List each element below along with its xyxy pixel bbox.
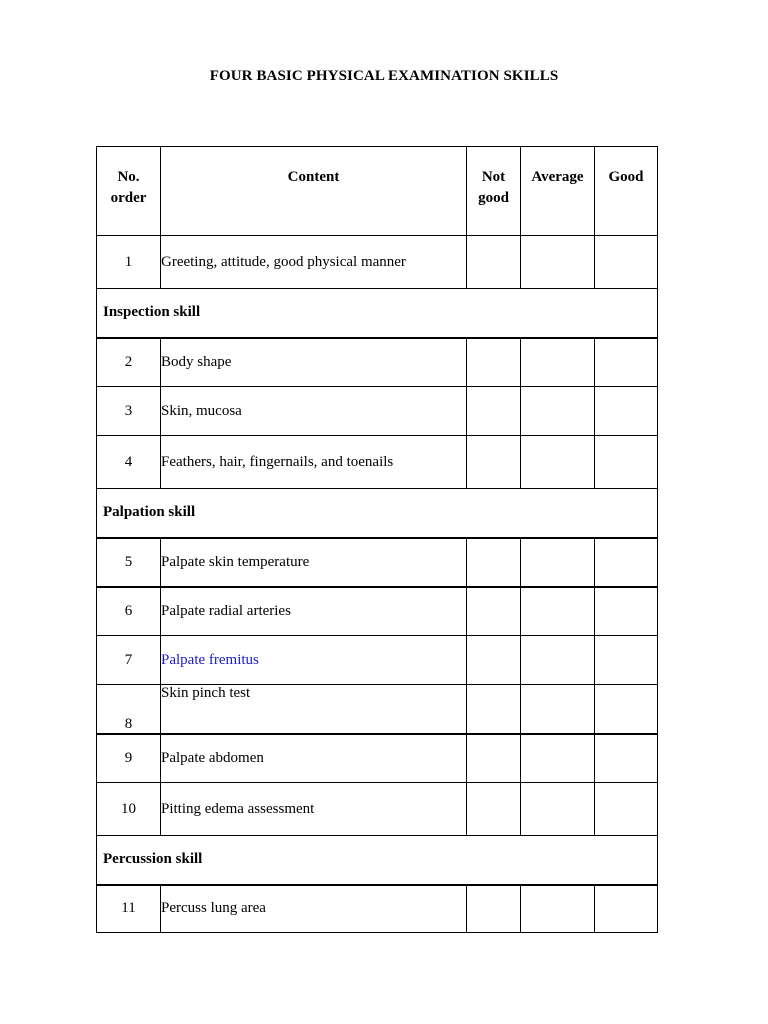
rating-not-good-cell[interactable] [467, 636, 521, 685]
row-content: Palpate skin temperature [161, 538, 467, 587]
rating-good-cell[interactable] [595, 885, 658, 933]
table-row [97, 636, 658, 685]
rating-average-cell[interactable] [521, 783, 595, 836]
row-content: Skin pinch test [161, 685, 467, 734]
row-content: Feathers, hair, fingernails, and toenails [161, 436, 467, 489]
section-title-inspection: Inspection skill [97, 289, 658, 338]
row-number: 8 [97, 685, 161, 734]
rating-not-good-cell[interactable] [467, 734, 521, 783]
header-average: Average [521, 147, 595, 236]
page-title: FOUR BASIC PHYSICAL EXAMINATION SKILLS [209, 68, 559, 84]
skills-checklist-table [96, 146, 658, 933]
rating-not-good-cell[interactable] [467, 685, 521, 734]
row-number: 9 [97, 734, 161, 783]
row-number: 2 [97, 338, 161, 387]
rating-not-good-cell[interactable] [467, 436, 521, 489]
rating-not-good-cell[interactable] [467, 236, 521, 289]
row-number: 7 [97, 636, 161, 685]
row-number: 10 [97, 783, 161, 836]
section-title-palpation: Palpation skill [97, 489, 658, 538]
table-row [97, 387, 658, 436]
header-not-good: Not good [467, 147, 521, 236]
header-good: Good [595, 147, 658, 236]
rating-good-cell[interactable] [595, 538, 658, 587]
table-row [97, 436, 658, 489]
row-content: Palpate radial arteries [161, 587, 467, 636]
row-content: Body shape [161, 338, 467, 387]
rating-good-cell[interactable] [595, 636, 658, 685]
section-row [97, 836, 658, 885]
table-row [97, 885, 658, 933]
row-number: 11 [97, 885, 161, 933]
rating-good-cell[interactable] [595, 387, 658, 436]
header-no-order: No. order [97, 147, 161, 236]
rating-average-cell[interactable] [521, 885, 595, 933]
rating-good-cell[interactable] [595, 236, 658, 289]
section-row [97, 489, 658, 538]
table-row [97, 734, 658, 783]
rating-good-cell[interactable] [595, 685, 658, 734]
row-content: Palpate abdomen [161, 734, 467, 783]
table-row [97, 587, 658, 636]
table-row [97, 685, 658, 734]
header-content: Content [161, 147, 467, 236]
table-header-row [97, 147, 658, 236]
rating-not-good-cell[interactable] [467, 783, 521, 836]
row-content: Skin, mucosa [161, 387, 467, 436]
rating-good-cell[interactable] [595, 783, 658, 836]
rating-average-cell[interactable] [521, 387, 595, 436]
section-title-percussion: Percussion skill [97, 836, 658, 885]
rating-average-cell[interactable] [521, 236, 595, 289]
row-number: 4 [97, 436, 161, 489]
rating-not-good-cell[interactable] [467, 885, 521, 933]
row-content: Greeting, attitude, good physical manner [161, 236, 467, 289]
row-content: Percuss lung area [161, 885, 467, 933]
rating-average-cell[interactable] [521, 734, 595, 783]
row-number: 3 [97, 387, 161, 436]
rating-average-cell[interactable] [521, 338, 595, 387]
row-content: Pitting edema assessment [161, 783, 467, 836]
rating-average-cell[interactable] [521, 636, 595, 685]
rating-not-good-cell[interactable] [467, 387, 521, 436]
rating-average-cell[interactable] [521, 436, 595, 489]
section-row [97, 289, 658, 338]
rating-average-cell[interactable] [521, 587, 595, 636]
rating-good-cell[interactable] [595, 734, 658, 783]
rating-good-cell[interactable] [595, 436, 658, 489]
table-row [97, 783, 658, 836]
rating-good-cell[interactable] [595, 338, 658, 387]
table-row [97, 538, 658, 587]
row-number: 6 [97, 587, 161, 636]
rating-not-good-cell[interactable] [467, 587, 521, 636]
row-number: 1 [97, 236, 161, 289]
rating-not-good-cell[interactable] [467, 538, 521, 587]
table-row [97, 236, 658, 289]
rating-not-good-cell[interactable] [467, 338, 521, 387]
table-row [97, 338, 658, 387]
row-content-link[interactable]: Palpate fremitus [161, 636, 467, 685]
row-number: 5 [97, 538, 161, 587]
rating-average-cell[interactable] [521, 538, 595, 587]
rating-average-cell[interactable] [521, 685, 595, 734]
rating-good-cell[interactable] [595, 587, 658, 636]
